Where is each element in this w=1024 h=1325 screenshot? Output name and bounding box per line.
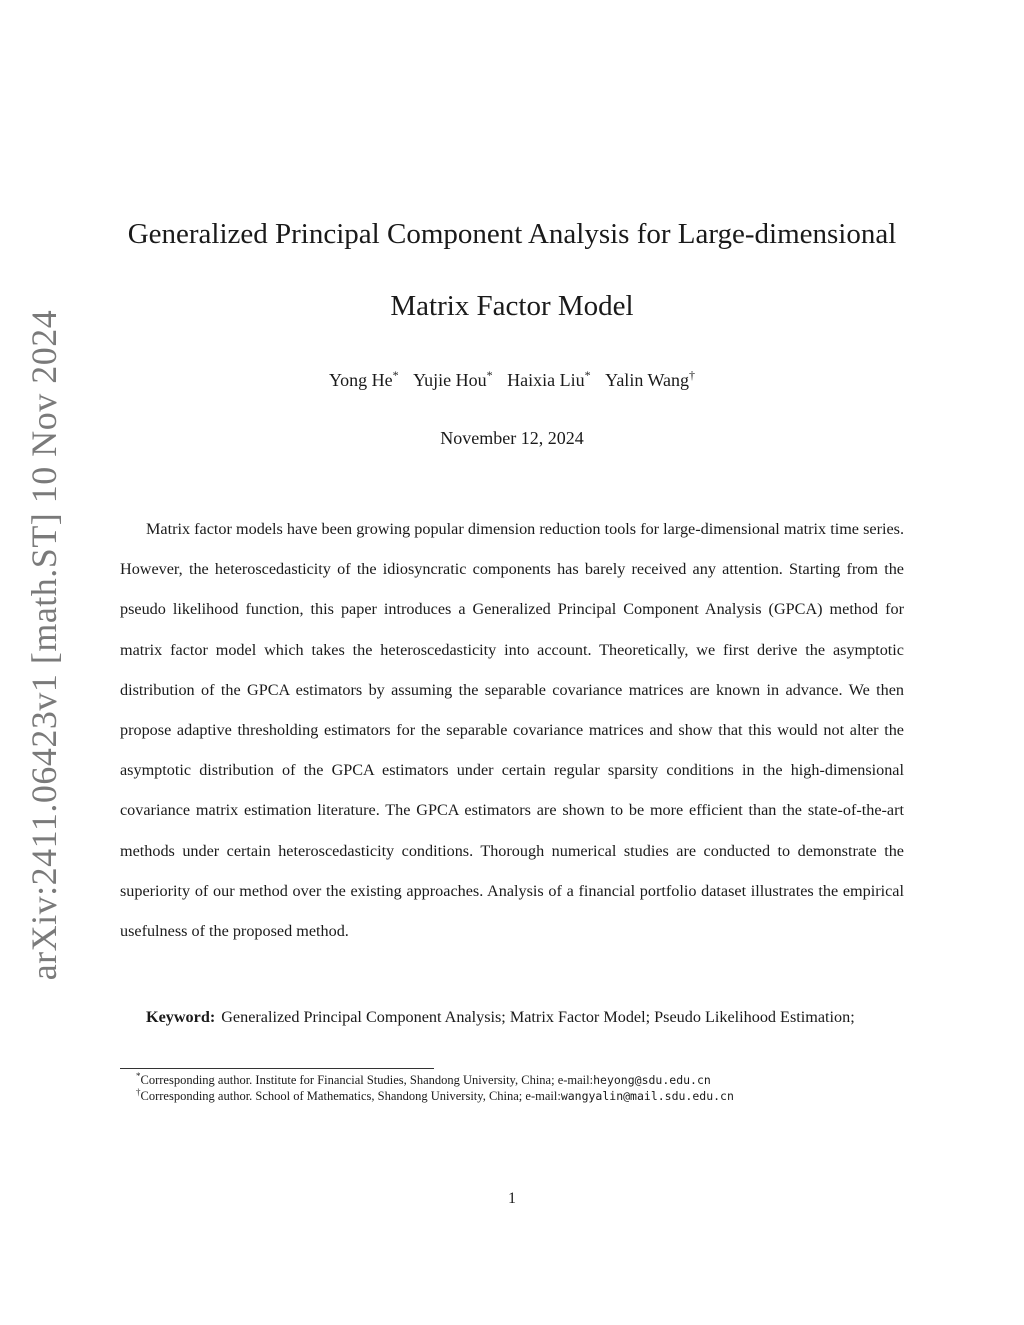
footnote (136, 1070, 711, 1088)
keywords-text: Generalized Principal Component Analysis; Matrix Factor Model; Pseudo Likelihood Estimation; (221, 1008, 855, 1026)
footnote-text: Corresponding author. Institute for Financial Studies, Shandong University, China; e-mail: (140, 1073, 594, 1087)
author-mark: * (392, 368, 399, 382)
keywords (120, 997, 904, 1037)
footnote-divider (120, 1068, 434, 1069)
page-number: 1 (508, 1190, 516, 1207)
email-link[interactable]: heyong@sdu.edu.cn (593, 1073, 711, 1087)
footnote-mark: * (136, 1070, 141, 1081)
author-mark: * (486, 368, 493, 382)
email-link[interactable]: wangyalin@mail.sdu.edu.cn (560, 1089, 734, 1103)
author-name: Yujie Hou (413, 370, 487, 390)
keywords-label: Keyword: (146, 1008, 216, 1026)
publication-date: November 12, 2024 (440, 428, 584, 448)
paper-title-line-2: Matrix Factor Model (390, 290, 634, 322)
author (413, 370, 493, 390)
footnote (136, 1086, 734, 1104)
author-name: Yong He (328, 370, 393, 390)
author-mark: * (584, 368, 591, 382)
author (605, 370, 695, 390)
author (507, 370, 590, 390)
author-name: Haixia Liu (507, 370, 585, 390)
author-mark: † (689, 368, 696, 382)
arxiv-identifier: arXiv:2411.06423v1 [math.ST] 10 Nov 2024 (24, 309, 64, 981)
author-name: Yalin Wang (605, 370, 690, 390)
abstract-text: Matrix factor models have been growing popular dimension reduction tools for large-dimensional matrix time series. However, the heteroscedasticity of the idiosyncratic components has barely received any attention. Starting from the pseudo likelihood function, this paper introduces a Generalized Principal Component Analysis (GPCA) method for matrix factor model which takes the heteroscedasticity into account. Theoretically, we first derive the asymptotic distribution of the GPCA estimators by assuming the separable covariance matrices are known in advance. We then propose adaptive thresholding estimators for the separable covariance matrices and show that this would not alter the asymptotic distribution of the GPCA estimators under certain regular sparsity conditions in the high-dimensional covariance matrix estimation literature. The GPCA estimators are shown to be more efficient than the state-of-the-art methods under certain heteroscedasticity conditions. Thorough numerical studies are conducted to demonstrate the superiority of our method over the existing approaches. Analysis of a financial portfolio dataset illustrates the empirical usefulness of the proposed method. (120, 520, 904, 941)
footnote-mark: † (136, 1086, 141, 1097)
author-list (120, 370, 904, 391)
paper-title-line-1: Generalized Principal Component Analysis for Large-dimensional (127, 218, 897, 250)
author (329, 370, 399, 390)
footnote-text: Corresponding author. School of Mathematics, Shandong University, China; e-mail: (140, 1089, 561, 1103)
